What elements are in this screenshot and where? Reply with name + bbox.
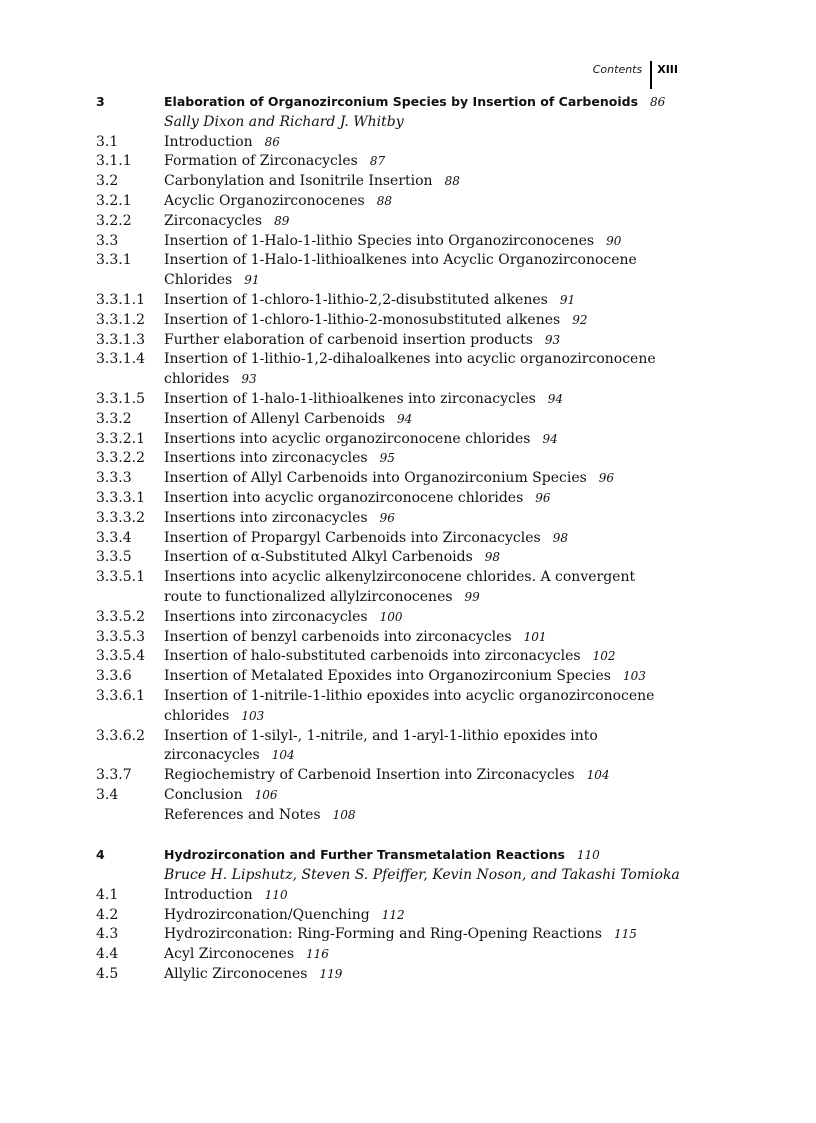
section-title-text: Insertion of 1-silyl-, 1-nitrile, and 1-aryl-1-lithio epoxides into bbox=[164, 727, 598, 744]
section-number: 3.3.5.2 bbox=[96, 608, 145, 625]
running-head-page-number: XIII bbox=[657, 63, 678, 76]
section-title-block bbox=[164, 925, 696, 945]
section-number: 3.3.6.2 bbox=[96, 727, 145, 744]
section-title-block bbox=[164, 291, 696, 311]
section-title-text: Insertions into zirconacycles bbox=[164, 509, 368, 526]
toc-entry bbox=[96, 350, 696, 390]
section-title-block bbox=[164, 509, 696, 529]
section-title-text: Insertion of 1-halo-1-lithioalkenes into zirconacycles bbox=[164, 390, 536, 407]
toc-entry bbox=[96, 945, 696, 965]
chapter-number: 3 bbox=[96, 94, 105, 109]
section-title-text: Insertion of 1-chloro-1-lithio-2-monosubstituted alkenes bbox=[164, 311, 561, 328]
chapter-number: 4 bbox=[96, 847, 105, 863]
section-number: 3.3.1.4 bbox=[96, 351, 145, 368]
section-title-block bbox=[164, 410, 696, 430]
section-number: 3.3.4 bbox=[96, 529, 132, 546]
section-title-text: Insertion of 1-lithio-1,2-dihaloalkenes into acyclic organozirconocene bbox=[164, 351, 656, 368]
section-page-number: 119 bbox=[319, 967, 343, 982]
section-title-line bbox=[164, 667, 696, 687]
section-page-number: 104 bbox=[586, 768, 610, 783]
toc-entry bbox=[96, 529, 696, 549]
toc-entry bbox=[96, 568, 696, 608]
section-title-line bbox=[164, 271, 696, 291]
section-number: 3.3.1 bbox=[96, 252, 132, 269]
section-title-text: Acyl Zirconocenes bbox=[164, 946, 295, 963]
section-title-text: Hydrozirconation/Quenching bbox=[164, 906, 370, 923]
section-title-line bbox=[164, 212, 696, 232]
section-title-block bbox=[164, 687, 696, 727]
section-title-text: Insertions into acyclic organozirconocene chlorides bbox=[164, 430, 531, 447]
section-title-line bbox=[164, 370, 696, 390]
section-title-line bbox=[164, 608, 696, 628]
section-title-text: zirconacycles bbox=[164, 747, 260, 764]
section-number: 4.2 bbox=[96, 906, 119, 923]
section-page-number: 93 bbox=[241, 372, 257, 387]
section-title-text: Insertion of 1-Halo-1-lithioalkenes into Acyclic Organozirconocene bbox=[164, 252, 637, 269]
section-title-text: Zirconacycles bbox=[164, 212, 263, 229]
section-number: 3.3.2 bbox=[96, 410, 132, 427]
section-title-block bbox=[164, 172, 696, 192]
section-title-line bbox=[164, 766, 696, 786]
chapter-heading bbox=[96, 92, 696, 113]
section-title-block bbox=[164, 390, 696, 410]
section-page-number: 94 bbox=[397, 411, 413, 426]
section-title-block bbox=[164, 906, 696, 926]
toc-entry bbox=[96, 232, 696, 252]
section-title-block bbox=[164, 786, 696, 806]
section-page-number: 112 bbox=[381, 907, 405, 922]
section-title-line bbox=[164, 430, 696, 450]
toc-entry bbox=[96, 430, 696, 450]
section-title-line bbox=[164, 628, 696, 648]
section-number: 3.3.3 bbox=[96, 470, 132, 487]
section-page-number: 103 bbox=[622, 669, 646, 684]
section-number: 3.3.6.1 bbox=[96, 687, 145, 704]
chapter-title-block bbox=[164, 845, 696, 866]
section-title-block bbox=[164, 350, 696, 390]
section-page-number: 106 bbox=[254, 787, 278, 802]
section-number: 4.3 bbox=[96, 926, 119, 943]
section-number: 3.3.7 bbox=[96, 767, 132, 784]
section-title-line bbox=[164, 469, 696, 489]
section-number: 3.3.1.1 bbox=[96, 291, 145, 308]
section-title-text: chlorides bbox=[164, 707, 230, 724]
toc-entry bbox=[96, 766, 696, 786]
toc-entry bbox=[96, 291, 696, 311]
section-title-line bbox=[164, 192, 696, 212]
section-title-block bbox=[164, 727, 696, 767]
section-number: 3.3.5.4 bbox=[96, 648, 145, 665]
section-title-block bbox=[164, 529, 696, 549]
toc-entry bbox=[96, 628, 696, 648]
section-page-number: 94 bbox=[542, 431, 558, 446]
section-number: 3.3.3.1 bbox=[96, 489, 145, 506]
section-page-number: 88 bbox=[444, 174, 460, 189]
section-number: 3.2 bbox=[96, 173, 119, 190]
toc-entry bbox=[96, 727, 696, 767]
section-title-text: References and Notes bbox=[164, 806, 321, 823]
section-title-line bbox=[164, 331, 696, 351]
toc-entry bbox=[96, 192, 696, 212]
toc-entry bbox=[96, 331, 696, 351]
section-title-line bbox=[164, 410, 696, 430]
section-title-line bbox=[164, 746, 696, 766]
section-page-number: 96 bbox=[379, 510, 395, 525]
section-title-text: Further elaboration of carbenoid insertion products bbox=[164, 331, 533, 348]
section-number: 3.3.5 bbox=[96, 549, 132, 566]
section-title-text: Introduction bbox=[164, 886, 253, 903]
section-page-number: 91 bbox=[244, 273, 260, 288]
section-title-line bbox=[164, 232, 696, 252]
section-page-number: 99 bbox=[464, 589, 480, 604]
section-title-line bbox=[164, 291, 696, 311]
section-title-text: Insertion of Metalated Epoxides into Organozirconium Species bbox=[164, 668, 611, 685]
toc-entry bbox=[96, 647, 696, 667]
section-title-text: Insertion of halo-substituted carbenoids into zirconacycles bbox=[164, 648, 581, 665]
section-title-block bbox=[164, 331, 696, 351]
section-title-block bbox=[164, 489, 696, 509]
section-title-line bbox=[164, 786, 696, 806]
section-number: 3.3.2.2 bbox=[96, 450, 145, 467]
section-title-block bbox=[164, 212, 696, 232]
toc-entry bbox=[96, 489, 696, 509]
section-number: 4.4 bbox=[96, 946, 119, 963]
chapter-authors-row bbox=[96, 113, 696, 133]
section-title-text: Insertion of benzyl carbenoids into zirconacycles bbox=[164, 628, 512, 645]
section-page-number: 95 bbox=[379, 451, 395, 466]
chapter-authors: Bruce H. Lipshutz, Steven S. Pfeiffer, Kevin Noson, and Takashi Tomioka bbox=[164, 867, 680, 884]
section-title-block bbox=[164, 469, 696, 489]
section-title-text: Conclusion bbox=[164, 786, 243, 803]
toc-entry bbox=[96, 806, 696, 826]
empty-number bbox=[96, 113, 164, 133]
section-number: 3.1 bbox=[96, 133, 119, 150]
section-page-number: 96 bbox=[598, 471, 615, 486]
section-number: 3.3.1.3 bbox=[96, 331, 145, 348]
section-title-text: Insertion of 1-Halo-1-lithio Species into Organozirconocenes bbox=[164, 232, 595, 249]
section-title-text: Insertion of α-Substituted Alkyl Carbenoids bbox=[164, 549, 473, 566]
section-page-number: 89 bbox=[274, 213, 290, 228]
toc-entry bbox=[96, 469, 696, 489]
toc-entry bbox=[96, 152, 696, 172]
section-number: 3.1.1 bbox=[96, 153, 132, 170]
section-number: 3.3.2.1 bbox=[96, 430, 145, 447]
section-title-block bbox=[164, 667, 696, 687]
section-page-number: 91 bbox=[559, 292, 576, 307]
section-title-block bbox=[164, 806, 696, 826]
section-title-text: Insertion into acyclic organozirconocene chlorides bbox=[164, 489, 524, 506]
toc-entry bbox=[96, 786, 696, 806]
section-title-line bbox=[164, 509, 696, 529]
section-title-line bbox=[164, 133, 696, 153]
section-page-number: 94 bbox=[547, 391, 564, 406]
section-title-line bbox=[164, 906, 696, 926]
chapter-spacer bbox=[96, 825, 696, 845]
section-number: 4.1 bbox=[96, 886, 119, 903]
section-title-text: Carbonylation and Isonitrile Insertion bbox=[164, 173, 433, 190]
section-number: 3.2.1 bbox=[96, 192, 132, 209]
section-number bbox=[96, 806, 164, 826]
section-title-text: Insertions into acyclic alkenylzirconocene chlorides. A convergent bbox=[164, 569, 636, 586]
section-title-line bbox=[164, 489, 696, 509]
section-title-text: Insertions into zirconacycles bbox=[164, 450, 368, 467]
section-title-line bbox=[164, 727, 696, 747]
empty-number bbox=[96, 866, 164, 886]
section-page-number: 104 bbox=[271, 748, 295, 763]
section-title-line bbox=[164, 172, 696, 192]
section-title-text: Insertion of Allenyl Carbenoids bbox=[164, 410, 386, 427]
section-title-block bbox=[164, 251, 696, 291]
toc-entry bbox=[96, 548, 696, 568]
section-page-number: 110 bbox=[264, 887, 288, 902]
section-title-block bbox=[164, 152, 696, 172]
section-title-text: Acyclic Organozirconocenes bbox=[164, 192, 365, 209]
chapter-page-number: 86 bbox=[650, 95, 666, 109]
toc-entry bbox=[96, 687, 696, 727]
section-number: 3.3.3.2 bbox=[96, 509, 145, 526]
section-title-line bbox=[164, 925, 696, 945]
section-title-text: Chlorides bbox=[164, 272, 233, 289]
toc-entry bbox=[96, 608, 696, 628]
section-title-text: Allylic Zirconocenes bbox=[164, 966, 308, 983]
section-number: 3.3.1.2 bbox=[96, 311, 145, 328]
section-title-text: route to functionalized allylzirconocenes bbox=[164, 588, 453, 605]
toc-entry bbox=[96, 886, 696, 906]
toc-entry bbox=[96, 906, 696, 926]
section-page-number: 98 bbox=[484, 550, 501, 565]
toc-entry bbox=[96, 449, 696, 469]
section-title-line bbox=[164, 647, 696, 667]
section-title-block bbox=[164, 311, 696, 331]
section-title-line bbox=[164, 548, 696, 568]
section-title-line bbox=[164, 529, 696, 549]
toc-entry bbox=[96, 925, 696, 945]
section-title-text: Regiochemistry of Carbenoid Insertion into Zirconacycles bbox=[164, 767, 575, 784]
section-title-line bbox=[164, 311, 696, 331]
section-title-text: Insertion of Propargyl Carbenoids into Zirconacycles bbox=[164, 529, 541, 546]
running-head bbox=[593, 61, 678, 89]
chapter-authors-row bbox=[96, 866, 696, 886]
toc-entry bbox=[96, 509, 696, 529]
section-title-block bbox=[164, 965, 696, 985]
section-page-number: 92 bbox=[572, 312, 588, 327]
section-title-block bbox=[164, 628, 696, 648]
section-title-line bbox=[164, 965, 696, 985]
section-page-number: 87 bbox=[369, 154, 386, 169]
section-title-block bbox=[164, 945, 696, 965]
section-title-text: Introduction bbox=[164, 133, 253, 150]
section-page-number: 88 bbox=[376, 193, 393, 208]
table-of-contents bbox=[96, 92, 696, 985]
section-number: 3.3 bbox=[96, 232, 119, 249]
section-page-number: 103 bbox=[241, 708, 265, 723]
section-title-text: Insertions into zirconacycles bbox=[164, 608, 368, 625]
section-page-number: 102 bbox=[592, 649, 616, 664]
toc-entry bbox=[96, 251, 696, 291]
section-title-line bbox=[164, 251, 696, 271]
chapter-page-number: 110 bbox=[576, 848, 600, 863]
section-title-text: chlorides bbox=[164, 371, 230, 388]
toc-entry bbox=[96, 390, 696, 410]
section-title-block bbox=[164, 608, 696, 628]
section-title-block bbox=[164, 766, 696, 786]
section-title-text: Hydrozirconation: Ring-Forming and Ring-Opening Reactions bbox=[164, 926, 602, 943]
section-page-number: 100 bbox=[379, 609, 403, 624]
section-title-line bbox=[164, 449, 696, 469]
running-head-rule bbox=[650, 61, 652, 89]
section-title-text: Formation of Zirconacycles bbox=[164, 153, 358, 170]
section-number: 3.3.5.1 bbox=[96, 569, 145, 586]
chapter-heading bbox=[96, 845, 696, 866]
toc-entry bbox=[96, 965, 696, 985]
section-title-line bbox=[164, 350, 696, 370]
section-title-block bbox=[164, 886, 696, 906]
section-title-line bbox=[164, 707, 696, 727]
section-title-block bbox=[164, 548, 696, 568]
section-page-number: 101 bbox=[523, 629, 547, 644]
section-page-number: 96 bbox=[535, 490, 551, 505]
section-title-line bbox=[164, 152, 696, 172]
chapter-title: Elaboration of Organozirconium Species by Insertion of Carbenoids bbox=[164, 94, 639, 109]
section-number: 3.3.6 bbox=[96, 668, 132, 685]
section-number: 3.2.2 bbox=[96, 212, 132, 229]
chapter-title-block bbox=[164, 92, 696, 113]
section-page-number: 93 bbox=[544, 332, 561, 347]
section-title-line bbox=[164, 390, 696, 410]
toc-entry bbox=[96, 410, 696, 430]
toc-entry bbox=[96, 212, 696, 232]
section-number: 4.5 bbox=[96, 966, 119, 983]
section-title-block bbox=[164, 568, 696, 608]
toc-entry bbox=[96, 667, 696, 687]
toc-entry bbox=[96, 133, 696, 153]
section-page-number: 90 bbox=[606, 233, 622, 248]
section-title-block bbox=[164, 133, 696, 153]
section-title-block bbox=[164, 449, 696, 469]
section-title-line bbox=[164, 886, 696, 906]
toc-entry bbox=[96, 311, 696, 331]
section-number: 3.3.5.3 bbox=[96, 628, 145, 645]
section-page-number: 116 bbox=[306, 947, 329, 962]
section-title-block bbox=[164, 647, 696, 667]
section-title-block bbox=[164, 232, 696, 252]
section-page-number: 86 bbox=[264, 134, 280, 149]
running-head-label: Contents bbox=[592, 63, 643, 76]
section-title-text: Insertion of 1-nitrile-1-lithio epoxides into acyclic organozirconocene bbox=[164, 687, 655, 704]
chapter-title: Hydrozirconation and Further Transmetalation Reactions bbox=[164, 847, 565, 863]
section-title-text: Insertion of 1-chloro-1-lithio-2,2-disubstituted alkenes bbox=[164, 291, 548, 308]
section-title-line bbox=[164, 945, 696, 965]
chapter-authors: Sally Dixon and Richard J. Whitby bbox=[164, 113, 404, 130]
section-title-line bbox=[164, 588, 696, 608]
section-number: 3.4 bbox=[96, 786, 119, 803]
section-title-block bbox=[164, 430, 696, 450]
section-number: 3.3.1.5 bbox=[96, 390, 145, 407]
section-page-number: 108 bbox=[332, 807, 356, 822]
section-title-block bbox=[164, 192, 696, 212]
toc-entry bbox=[96, 172, 696, 192]
section-page-number: 98 bbox=[552, 530, 568, 545]
section-title-text: Insertion of Allyl Carbenoids into Organozirconium Species bbox=[164, 470, 587, 487]
section-title-line bbox=[164, 806, 696, 826]
section-page-number: 115 bbox=[613, 927, 637, 942]
section-title-line bbox=[164, 568, 696, 588]
section-title-line bbox=[164, 687, 696, 707]
